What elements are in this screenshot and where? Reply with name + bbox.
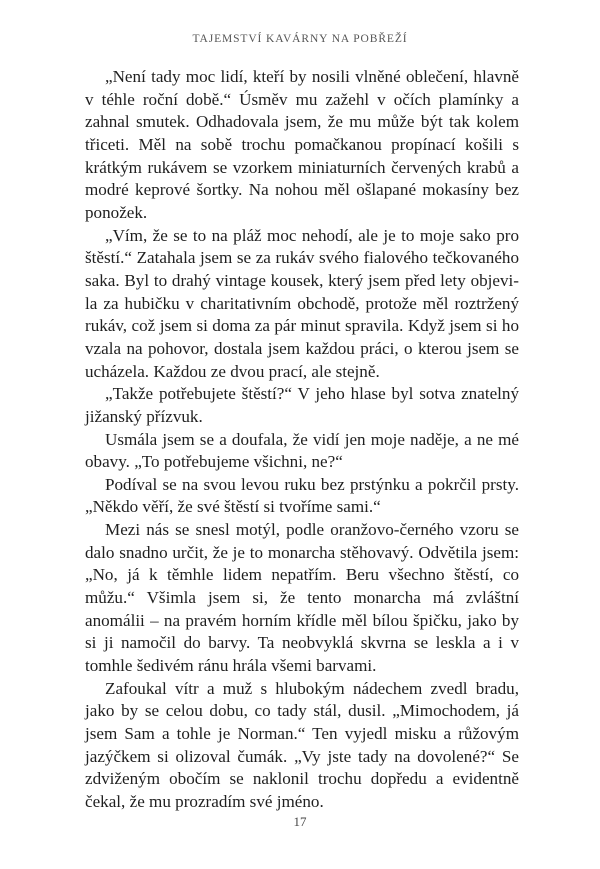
paragraph: „Vím, že se to na pláž moc nehodí, ale je to moje sako pro štěstí.“ Zatahala jsem se za rukáv svého fialového tečkovaného saka. Byl to drahý vintage kousek, který jsem před lety objevila za hubičku v charitativním obchodě, protože měl roztržený rukáv, což jsem si doma za pár minut spravila. Když jsem si ho vzala na pohovor, dostala jsem každou práci, o kterou jsem se ucházela. Každou ze dvou prací, ale stejně.	[85, 225, 519, 381]
running-head: TAJEMSTVÍ KAVÁRNY NA POBŘEŽÍ	[192, 33, 408, 45]
body-text	[85, 66, 519, 814]
paragraph: Usmála jsem se a doufala, že vidí jen moje naděje, a ne mé obavy. „To potřebujeme všichni, ne?“	[85, 429, 519, 472]
paragraph: Podíval se na svou levou ruku bez prstýnku a pokrčil prsty. „Někdo věří, že své štěstí si tvoříme sami.“	[85, 474, 519, 517]
paragraph: Zafoukal vítr a muž s hlubokým nádechem zvedl bradu, jako by se celou dobu, co tady stál, dusil. „Mimochodem, já jsem Sam a tohle je Norman.“ Ten vyjedl misku a růžovým jazýčkem si olizoval čumák. „Vy jste tady na dovolené?“ Se zdviženým obočím se naklonil trochu dopředu a evidentně čekal, že mu prozradím své jméno.	[85, 678, 519, 811]
paragraph: „Takže potřebujete štěstí?“ V jeho hlase byl sotva znatelný jižanský přízvuk.	[85, 384, 519, 426]
page-number: 17	[293, 814, 307, 829]
paragraph: Mezi nás se snesl motýl, podle oranžovo-černého vzoru se dalo snadno určit, že je to monarcha stěhovavý. Odvětila jsem: „No, já k těmhle lidem nepatřím. Beru všechno štěstí, co můžu.“ Všimla jsem si, že tento monarcha má zvláštní anomálii – na pravém horním křídle měl bílou špičku, jako by si ji namočil do barvy. Ta neobvyklá skvrna se leskla a i v tomhle šedivém ránu hrála všemi barvami.	[85, 520, 519, 676]
paragraph: „Není tady moc lidí, kteří by nosili vlněné oblečení, hlavně v téhle roční době.“ Úsměv mu zažehl v očích plamínky a zahnal smutek. Odhadovala jsem, že mu může být tak kolem třiceti. Měl na sobě trochu pomačkanou propínací košili s krátkým rukávem se vzorkem miniaturních červených krabů a modré keprové šortky. Na nohou měl ošlapané mokasíny bez ponožek.	[85, 67, 519, 222]
